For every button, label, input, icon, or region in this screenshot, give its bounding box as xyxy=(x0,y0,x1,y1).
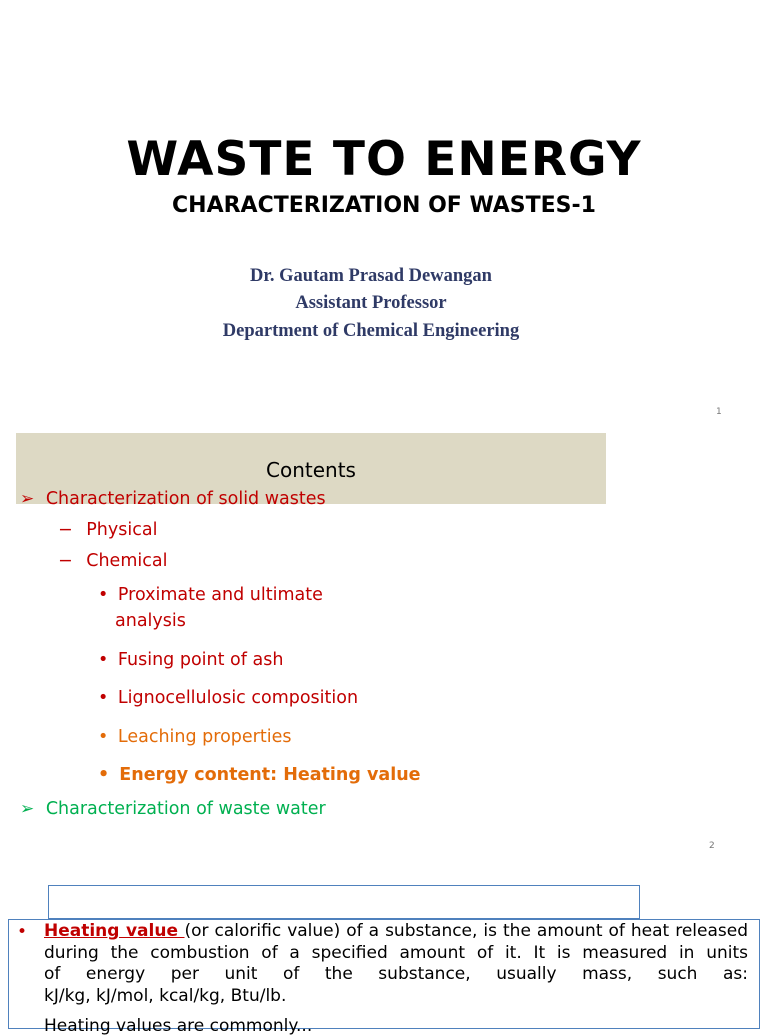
heating-value-term: Heating value xyxy=(44,921,185,941)
truncated-text: Heating values are commonly... xyxy=(44,1016,313,1036)
definition-text: of energy per unit of the substance, usually mass, such as: xyxy=(44,964,748,984)
author-position: Assistant Professor xyxy=(295,293,447,313)
dot-bullet-icon: • xyxy=(17,922,28,942)
dot-bullet-icon: • xyxy=(98,585,109,605)
list-item-fusing xyxy=(98,650,283,670)
list-item-label: Physical xyxy=(86,520,158,540)
title-placeholder-frame xyxy=(48,885,640,919)
page-number: 1 xyxy=(716,407,722,417)
list-item-label: Fusing point of ash xyxy=(117,650,284,670)
page-number: 2 xyxy=(709,841,715,851)
definition-text: kJ/kg, kJ/mol, kcal/kg, Btu/lb. xyxy=(44,985,287,1006)
dash-bullet-icon: − xyxy=(58,551,73,571)
list-item-proximate-cont: analysis xyxy=(115,611,186,631)
list-item-chemical xyxy=(58,551,167,571)
dot-bullet-icon: • xyxy=(98,765,110,785)
slide-title: WASTE TO ENERGY xyxy=(126,132,642,187)
list-item-leaching xyxy=(98,727,291,747)
author-name: Dr. Gautam Prasad Dewangan xyxy=(250,266,492,286)
contents-heading: Contents xyxy=(266,458,356,482)
list-item-waste-water xyxy=(20,799,326,819)
list-item-label: Energy content: Heating value xyxy=(119,765,421,785)
list-item-label: Characterization of solid wastes xyxy=(45,489,326,509)
arrow-bullet-icon: ➢ xyxy=(20,489,35,509)
definition-text: (or calorific value) of a substance, is the amount of heat released xyxy=(184,921,748,941)
slide-subtitle: CHARACTERIZATION OF WASTES-1 xyxy=(172,193,596,218)
arrow-bullet-icon: ➢ xyxy=(20,799,35,819)
list-item-energy xyxy=(98,765,421,785)
list-item-proximate xyxy=(98,585,323,605)
list-item-label: Leaching properties xyxy=(117,727,292,747)
dash-bullet-icon: − xyxy=(58,520,73,540)
list-item-label: Lignocellulosic composition xyxy=(117,688,359,708)
dot-bullet-icon: • xyxy=(98,650,109,670)
list-item-ligno xyxy=(98,688,358,708)
dot-bullet-icon: • xyxy=(98,727,109,747)
author-department: Department of Chemical Engineering xyxy=(222,321,520,341)
list-item-solid-wastes xyxy=(20,489,326,509)
list-item-label: Proximate and ultimate xyxy=(117,585,323,605)
list-item-physical xyxy=(58,520,157,540)
definition-text: during the combustion of a specified amount of it. It is measured in units xyxy=(44,942,748,963)
heating-value-definition xyxy=(44,921,748,1007)
list-item-label: Chemical xyxy=(86,551,168,571)
list-item-label: Characterization of waste water xyxy=(45,799,326,819)
dot-bullet-icon: • xyxy=(98,688,109,708)
